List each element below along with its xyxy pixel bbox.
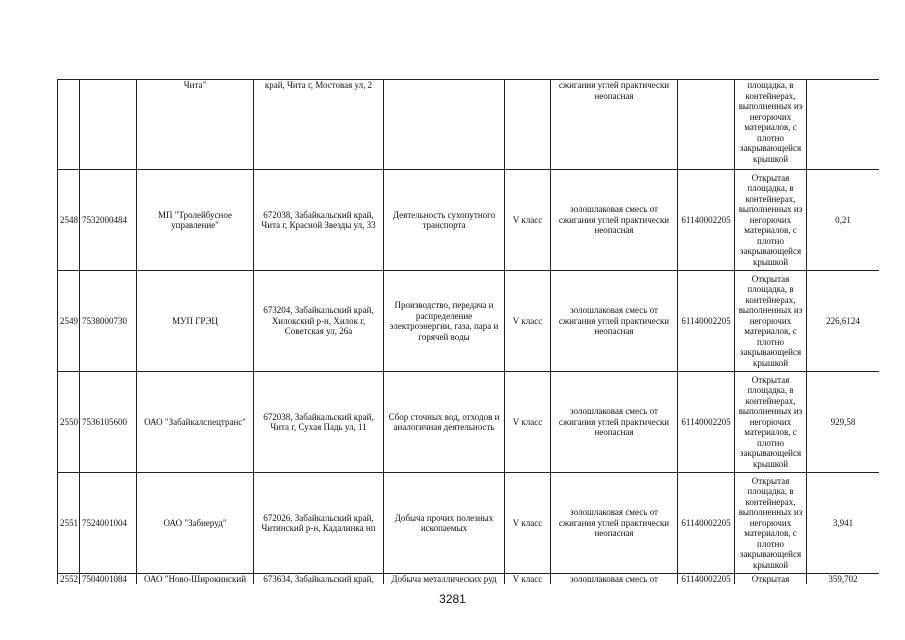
- waste-code-cell: 61140002205: [678, 574, 735, 585]
- activity-cell: Добыча прочих полезных ископаемых: [384, 473, 505, 574]
- organization-name: ОАО "Забнеруд": [137, 473, 254, 574]
- inn-cell: 7536105600: [80, 372, 137, 473]
- waste-type-cell: золошлаковая смесь от сжигания углей практически неопасная: [551, 372, 678, 473]
- organization-name: МУП ГРЭЦ: [137, 271, 254, 372]
- storage-method-cell: Открытая площадка, в контейнерах, выполненных из негорючих материалов, с плотно закрывающейся крышкой: [735, 271, 807, 372]
- activity-cell: Производство, передача и распределение электроэнергии, газа, пара и горячей воды: [384, 271, 505, 372]
- amount-cell: 226,6124: [807, 271, 880, 372]
- waste-code-cell: 61140002205: [678, 473, 735, 574]
- address-cell: 672038, Забайкальский край, Чита г, Красной Звезды ул, 33: [254, 170, 384, 271]
- table-row: [58, 574, 880, 585]
- waste-type-cell: золошлаковая смесь от: [551, 574, 678, 585]
- table-row: [58, 80, 880, 170]
- organization-name: Чита": [137, 80, 254, 170]
- organization-name: ОАО "Ново-Широкинский: [137, 574, 254, 585]
- inn-cell: 7524001004: [80, 473, 137, 574]
- address-cell: 672026, Забайкальский край, Читинский р-н, Кадалинка нп: [254, 473, 384, 574]
- storage-method-cell: Открытая площадка, в контейнерах, выполненных из негорючих материалов, с плотно закрывающейся крышкой: [735, 473, 807, 574]
- waste-code-cell: 61140002205: [678, 271, 735, 372]
- activity-cell: Добыча металлических руд: [384, 574, 505, 585]
- row-number: 2549: [58, 271, 80, 372]
- inn-cell: [80, 80, 137, 170]
- table-row: [58, 170, 880, 271]
- registry-table-fragment: [57, 79, 879, 584]
- storage-method-cell: Открытая площадка, в контейнерах, выполненных из негорючих материалов, с плотно закрывающейся крышкой: [735, 170, 807, 271]
- waste-code-cell: 61140002205: [678, 170, 735, 271]
- amount-cell: [807, 80, 880, 170]
- table-row: [58, 372, 880, 473]
- storage-method-cell: Открытая площадка, в контейнерах, выполненных из негорючих материалов, с плотно закрывающейся крышкой: [735, 372, 807, 473]
- hazard-class-cell: V класс: [505, 271, 551, 372]
- storage-method-cell: площадка, в контейнерах, выполненных из негорючих материалов, с плотно закрывающейся крышкой: [735, 80, 807, 170]
- inn-cell: 7532000484: [80, 170, 137, 271]
- table-row: [58, 271, 880, 372]
- row-number: 2552: [58, 574, 80, 585]
- waste-type-cell: золошлаковая смесь от сжигания углей практически неопасная: [551, 473, 678, 574]
- inn-cell: 7538000730: [80, 271, 137, 372]
- address-cell: 672038, Забайкальский край, Чита г, Сухая Падь ул, 11: [254, 372, 384, 473]
- table-row: [58, 473, 880, 574]
- organization-name: ОАО "Забайкалспецтранс": [137, 372, 254, 473]
- amount-cell: 3,941: [807, 473, 880, 574]
- hazard-class-cell: V класс: [505, 170, 551, 271]
- waste-registry-table: [57, 79, 879, 584]
- activity-cell: Сбор сточных вод, отходов и аналогичная деятельность: [384, 372, 505, 473]
- hazard-class-cell: V класс: [505, 372, 551, 473]
- address-cell: край, Чита г, Мостовая ул, 2: [254, 80, 384, 170]
- activity-cell: Деятельность сухопутного транспорта: [384, 170, 505, 271]
- inn-cell: 7504001084: [80, 574, 137, 585]
- activity-cell: [384, 80, 505, 170]
- row-number: 2550: [58, 372, 80, 473]
- page-number: 3281: [439, 592, 466, 606]
- amount-cell: 929,58: [807, 372, 880, 473]
- row-number: 2548: [58, 170, 80, 271]
- waste-type-cell: сжигания углей практически неопасная: [551, 80, 678, 170]
- hazard-class-cell: [505, 80, 551, 170]
- organization-name: МП "Тролейбусное управление": [137, 170, 254, 271]
- waste-type-cell: золошлаковая смесь от сжигания углей практически неопасная: [551, 170, 678, 271]
- hazard-class-cell: V класс: [505, 574, 551, 585]
- hazard-class-cell: V класс: [505, 473, 551, 574]
- address-cell: 673634, Забайкальский край,: [254, 574, 384, 585]
- storage-method-cell: Открытая: [735, 574, 807, 585]
- row-number: [58, 80, 80, 170]
- waste-code-cell: [678, 80, 735, 170]
- row-number: 2551: [58, 473, 80, 574]
- amount-cell: 359,702: [807, 574, 880, 585]
- waste-code-cell: 61140002205: [678, 372, 735, 473]
- address-cell: 673204, Забайкальский край, Хилокский р-н, Хилок г, Советская ул, 26а: [254, 271, 384, 372]
- waste-type-cell: золошлаковая смесь от сжигания углей практически неопасная: [551, 271, 678, 372]
- amount-cell: 0,21: [807, 170, 880, 271]
